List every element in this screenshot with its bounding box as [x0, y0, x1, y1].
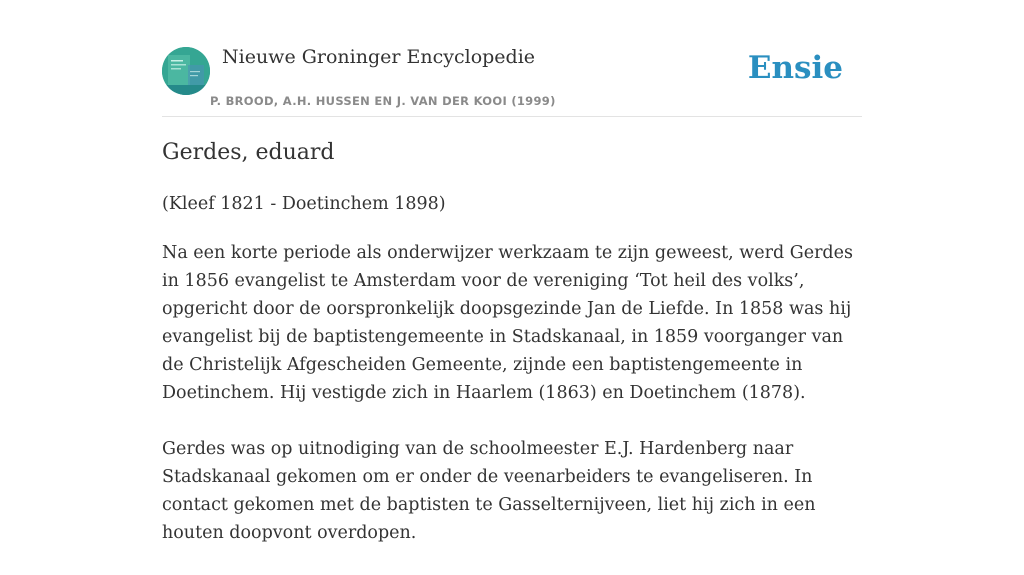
entry-body	[162, 239, 862, 575]
header	[162, 0, 862, 117]
book-authors: P. BROOD, A.H. HUSSEN EN J. VAN DER KOOI (1999)	[210, 94, 556, 108]
ensie-logo[interactable]: Ensie	[747, 50, 843, 86]
entry-paragraph: Na een korte periode als onderwijzer werkzaam te zijn geweest, werd Gerdes in 1856 evangelist te Amsterdam voor de vereniging ‘Tot heil des volks’, opgericht door de oorspronkelijk doopsgezinde Jan de Liefde. In 1858 was hij evangelist bij de baptistengemeente in Stadskanaal, in 1859 voorganger van de Christelijk Afgescheiden Gemeente, zijnde een baptistengemeente in Doetinchem. Hij vestigde zich in Haarlem (1863) en Doetinchem (1878).	[162, 243, 853, 403]
entry-subtitle: (Kleef 1821 - Doetinchem 1898)	[162, 194, 446, 214]
entry-title: Gerdes, eduard	[162, 140, 335, 165]
book-cover-icon[interactable]	[162, 47, 210, 95]
page	[162, 0, 862, 543]
entry-paragraph: Gerdes was op uitnodiging van de schoolmeester E.J. Hardenberg naar Stadskanaal gekomen om er onder de veenarbeiders te evangeliseren. In contact gekomen met de baptisten te Gasselternijveen, liet hij zich in een houten doopvont overdopen.	[162, 439, 816, 543]
book-title[interactable]: Nieuwe Groninger Encyclopedie	[222, 46, 536, 68]
